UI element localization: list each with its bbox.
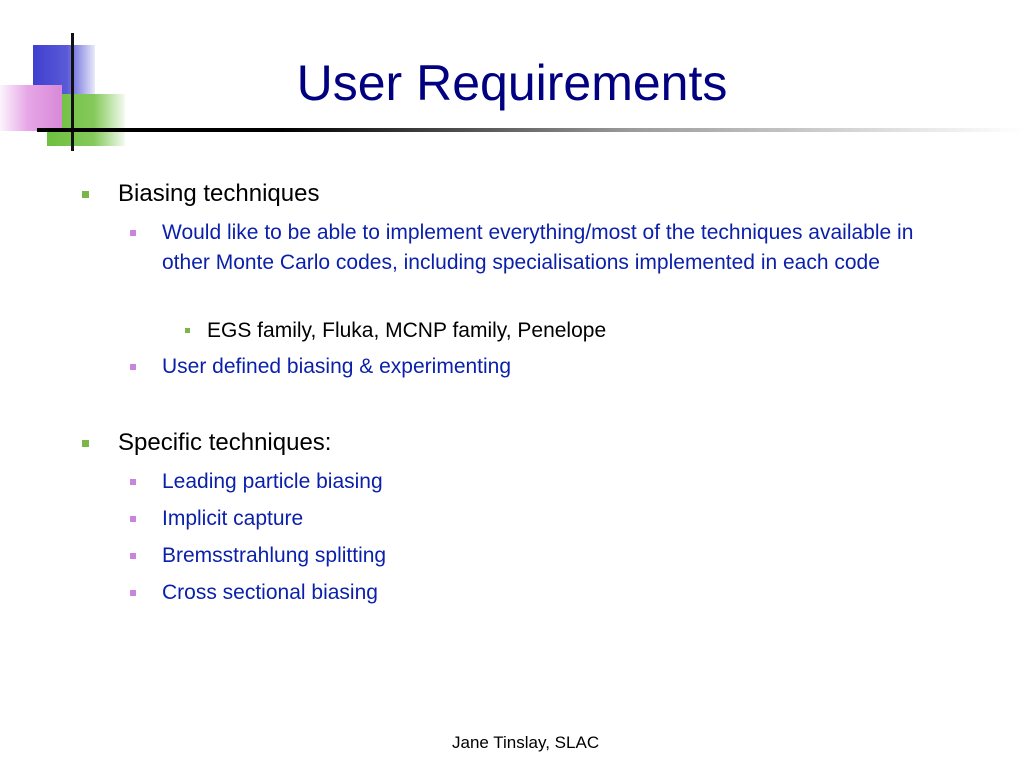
bullet-level3 [207,317,967,345]
bullet-level1 [118,180,998,208]
square-bullet-icon [185,328,190,333]
bullet-level2 [162,467,962,497]
bullet-level1 [118,429,998,457]
square-bullet-icon [130,553,136,559]
square-bullet-icon [82,191,89,198]
square-bullet-icon [130,516,136,522]
square-bullet-icon [82,440,89,447]
bullet-text: Implicit capture [162,507,304,530]
square-bullet-icon [130,230,136,236]
square-bullet-icon [130,590,136,596]
title-underline [37,128,1024,132]
bullet-text: Leading particle biasing [162,470,383,493]
slide-footer: Jane Tinslay, SLAC [452,733,600,752]
square-bullet-icon [130,364,136,370]
bullet-text: Biasing techniques [118,180,320,207]
bullet-text: User defined biasing & experimenting [162,355,512,378]
bullet-level2 [162,541,962,571]
bullet-level2 [162,504,962,534]
bullet-text: Specific techniques: [118,429,332,456]
bullet-level2 [162,218,962,278]
square-bullet-icon [130,479,136,485]
bullet-text: Bremsstrahlung splitting [162,544,387,567]
slide-title: User Requirements [296,55,728,111]
bullet-text: Cross sectional biasing [162,581,378,604]
bullet-text: Would like to be able to implement everything/most of the techniques available in other Monte Carlo codes, including specialisations implemented in each code [162,221,914,274]
bullet-level2 [162,578,962,608]
bullet-text: EGS family, Fluka, MCNP family, Penelope [207,319,607,342]
bullet-level2 [162,352,962,382]
